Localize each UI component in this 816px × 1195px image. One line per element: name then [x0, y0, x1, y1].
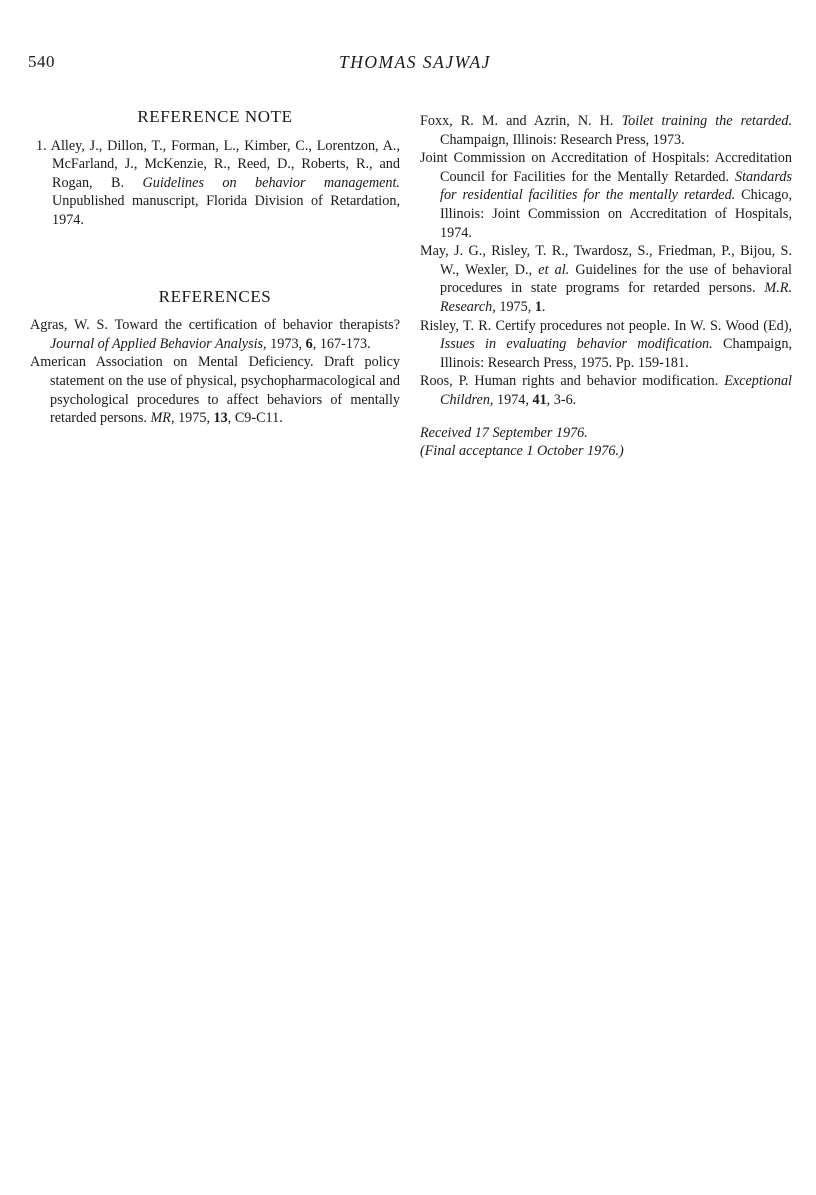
reference-item: Foxx, R. M. and Azrin, N. H. Toilet training the retarded. Champaign, Illinois: Research Press, 1973. — [420, 113, 792, 148]
running-head: THOMAS SAJWAJ — [339, 52, 491, 72]
final-acceptance-date: (Final acceptance 1 October 1976.) — [420, 443, 624, 460]
reference-item: Risley, T. R. Certify procedures not people. In W. S. Wood (Ed), Issues in evaluating behavior modification. Champaign, Illinois: Research Press, 1975. Pp. 159-181. — [420, 317, 792, 371]
reference-item: Agras, W. S. Toward the certification of behavior therapists? Journal of Applied Behavior Analysis, 1973, 6, 167-173. — [30, 317, 400, 352]
right-column — [420, 112, 792, 461]
received-date: Received 17 September 1976. — [420, 424, 588, 441]
reference-item: May, J. G., Risley, T. R., Twardosz, S., Friedman, P., Bijou, S. W., Wexler, D., et al. Guidelines for the use of behavioral procedures in state programs for retarded persons. M.R. Research, 1975, 1. — [420, 243, 792, 315]
reference-item: Roos, P. Human rights and behavior modification. Exceptional Children, 1974, 41, 3-6. — [420, 373, 792, 408]
reference-note-title: REFERENCE NOTE — [137, 107, 293, 126]
page-header — [28, 52, 772, 78]
reference-item: American Association on Mental Deficiency. Draft policy statement on the use of physical, psychopharmacological and psychological procedures to affect behaviors of mentally retarded persons. MR, 1975, 13, C9-C11. — [30, 354, 400, 427]
reference-item: Joint Commission on Accreditation of Hospitals: Accreditation Council for Facilities for the Mentally Retarded. Standards for residential facilities for the mentally retarded. Chicago, Illinois: Joint Commission on Accreditation of Hospitals, 1974. — [420, 150, 793, 241]
reference-note-item: 1. Alley, J., Dillon, T., Forman, L., Kimber, C., Lorentzon, A., McFarland, J., McKenzie, R., Reed, D., Roberts, R., and Rogan, B. Guidelines on behavior management. Unpublished manuscript, Florida Division of Retardation, 1974. — [36, 137, 400, 228]
references-title: REFERENCES — [158, 286, 272, 306]
page-number: 540 — [28, 52, 55, 71]
left-column — [30, 108, 400, 428]
received-dates — [420, 424, 792, 461]
